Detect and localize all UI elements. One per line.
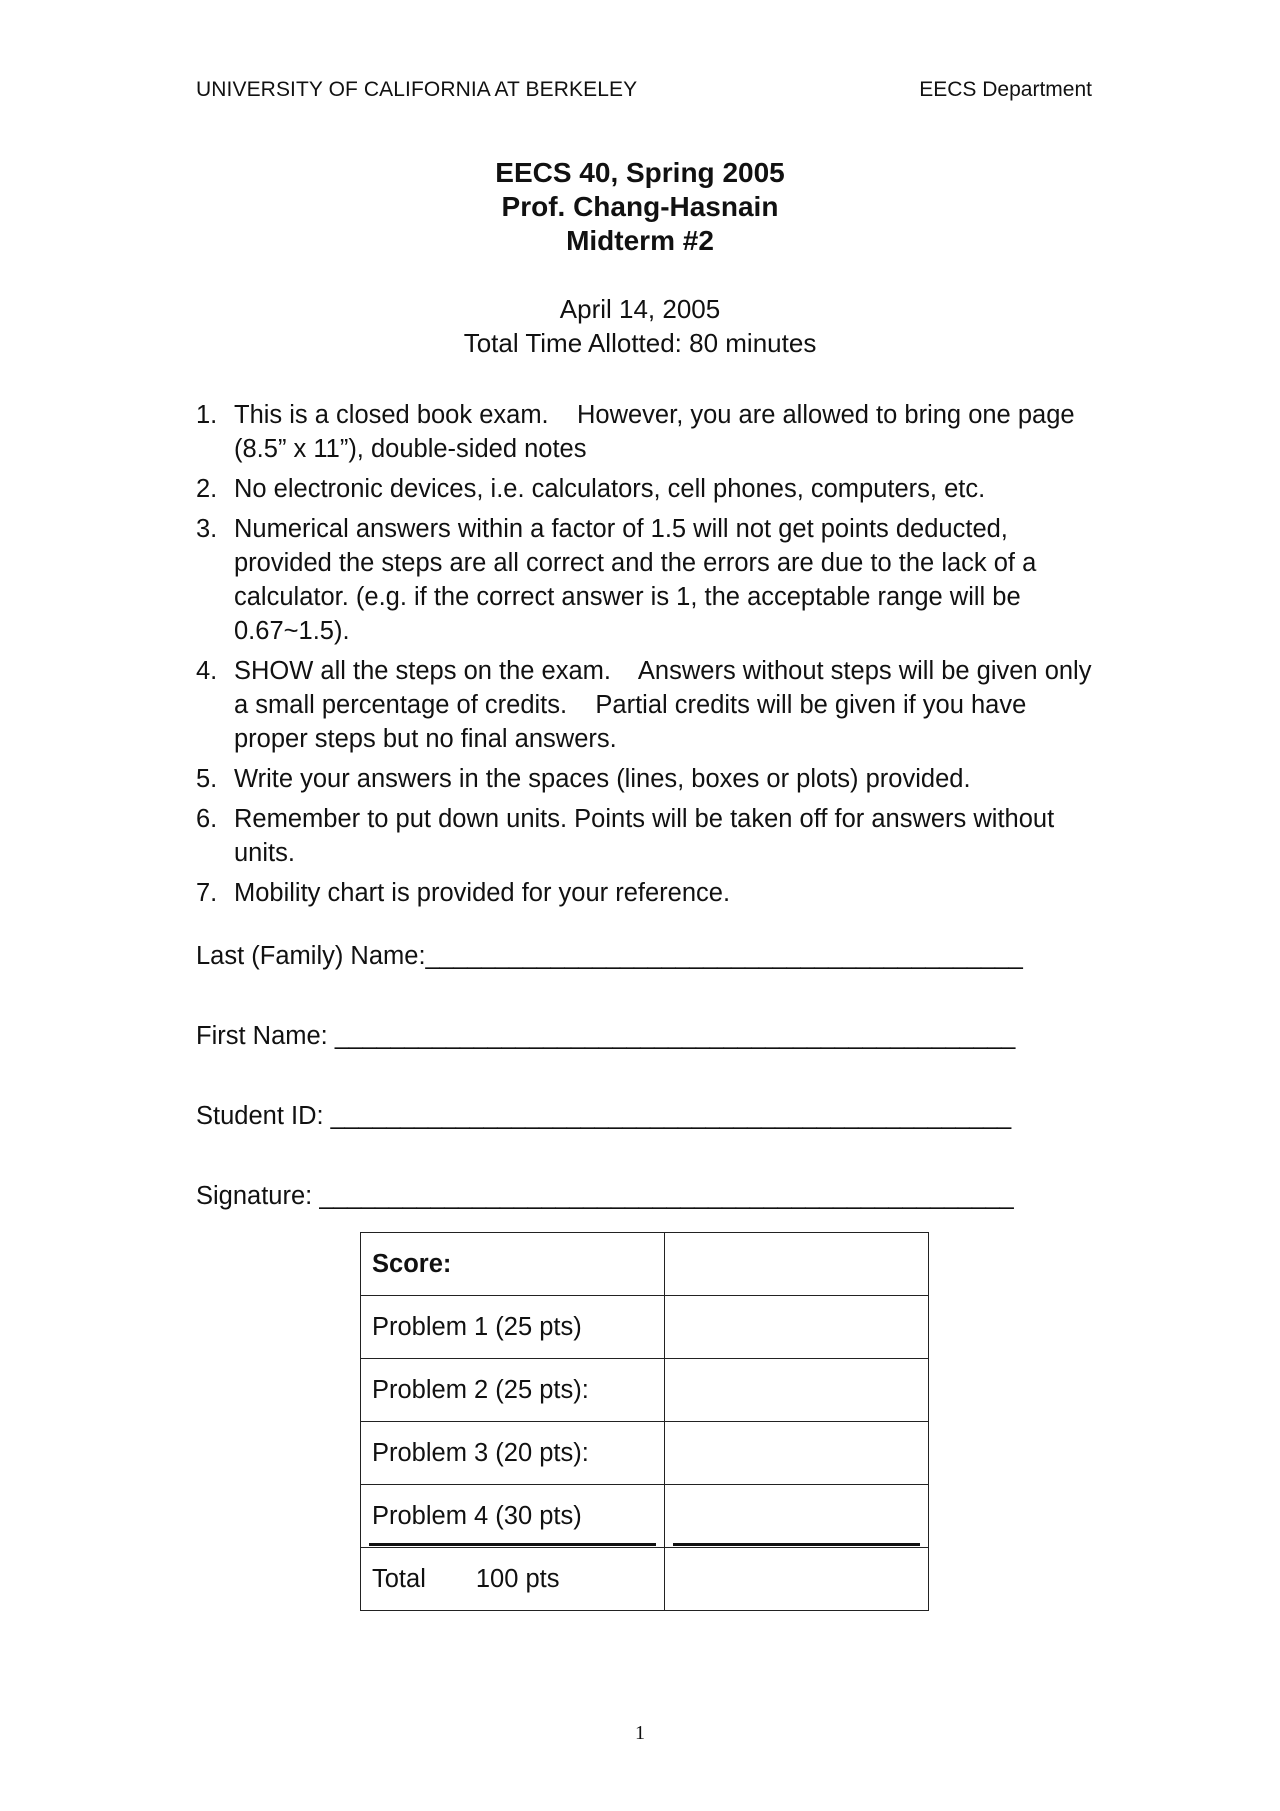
instruction-text: Remember to put down units. Points will be taken off for answers without units. <box>234 805 1062 867</box>
signature-field[interactable] <box>196 1182 1013 1211</box>
instruction-item <box>196 802 1096 870</box>
total-label: Total <box>372 1564 426 1593</box>
header-department: EECS Department <box>919 78 1092 101</box>
first-name-line[interactable]: _________________________________________________ <box>334 1022 1016 1050</box>
instruction-number: 1. <box>196 401 218 429</box>
exam-date: April 14, 2005 <box>559 294 721 324</box>
score-header-row <box>361 1233 929 1296</box>
total-rule-right <box>673 1543 920 1546</box>
problem-label: Problem 2 (25 pts): <box>361 1359 665 1422</box>
last-name-line[interactable]: ___________________________________________ <box>425 942 1023 970</box>
instruction-number: 7. <box>196 879 218 907</box>
instruction-item <box>196 654 1099 756</box>
score-table <box>360 1232 929 1611</box>
instruction-number: 2. <box>196 475 218 503</box>
signature-label: Signature: <box>196 1182 320 1210</box>
header-university: UNIVERSITY OF CALIFORNIA AT BERKELEY <box>196 78 638 101</box>
first-name-field[interactable] <box>196 1022 1015 1051</box>
title-block <box>0 156 1280 258</box>
problem-label: Problem 3 (20 pts): <box>361 1422 665 1485</box>
instruction-number: 6. <box>196 805 218 833</box>
instruction-number: 5. <box>196 765 218 793</box>
instruction-item <box>196 876 1096 910</box>
instruction-text: Write your answers in the spaces (lines, boxes or plots) provided. <box>234 765 971 793</box>
last-name-field[interactable] <box>196 942 1022 971</box>
student-id-field[interactable] <box>196 1102 1011 1131</box>
student-id-label: Student ID: <box>196 1102 331 1130</box>
signature-line[interactable]: __________________________________________________ <box>319 1182 1014 1210</box>
problem-label <box>361 1485 665 1548</box>
problem-score-cell[interactable] <box>665 1422 929 1485</box>
instruction-item <box>196 472 1096 506</box>
problem-score-cell[interactable] <box>665 1359 929 1422</box>
exam-name: Midterm #2 <box>566 225 714 256</box>
first-name-label: First Name: <box>196 1022 335 1050</box>
score-row <box>361 1296 929 1359</box>
instruction-number: 4. <box>196 657 218 685</box>
total-label-cell <box>361 1548 665 1611</box>
instruction-item <box>196 512 1096 648</box>
instruction-number: 3. <box>196 515 218 543</box>
last-name-label: Last (Family) Name: <box>196 942 426 970</box>
instruction-text: This is a closed book exam. However, you are allowed to bring one page (8.5” x 11”), double-sided notes <box>234 401 1082 463</box>
total-row <box>361 1548 929 1611</box>
page-number: 1 <box>635 1722 645 1744</box>
score-row <box>361 1485 929 1548</box>
problem-score-cell[interactable] <box>665 1296 929 1359</box>
total-points: 100 pts <box>475 1564 560 1593</box>
instruction-text: SHOW all the steps on the exam. Answers without steps will be given only a small percentage of credits. Partial credits will be given if you have proper steps but no final answers. <box>234 657 1099 753</box>
instruction-item <box>196 762 1096 796</box>
instructions-list <box>196 398 1099 916</box>
score-row <box>361 1359 929 1422</box>
problem-label-text: Problem 4 (30 pts) <box>372 1501 582 1530</box>
total-score-cell[interactable] <box>665 1548 929 1611</box>
instruction-item <box>196 398 1096 466</box>
time-allotted: Total Time Allotted: 80 minutes <box>463 328 817 358</box>
score-header-label: Score: <box>361 1233 665 1296</box>
instruction-text: Numerical answers within a factor of 1.5 will not get points deducted, provided the steps are all correct and the errors are due to the lack of a calculator. (e.g. if the correct answer is 1, the acceptable range will be 0.67~1.5). <box>234 515 1044 645</box>
instruction-text: No electronic devices, i.e. calculators, cell phones, computers, etc. <box>234 475 986 503</box>
professor-name: Prof. Chang-Hasnain <box>501 191 779 222</box>
score-header-cell <box>665 1233 929 1296</box>
score-row <box>361 1422 929 1485</box>
problem-score-cell[interactable] <box>665 1485 929 1548</box>
date-block <box>0 292 1280 360</box>
student-id-line[interactable]: _________________________________________________ <box>330 1102 1011 1130</box>
course-title: EECS 40, Spring 2005 <box>495 157 785 188</box>
instruction-text: Mobility chart is provided for your reference. <box>234 879 731 907</box>
total-rule-left <box>369 1543 656 1546</box>
problem-label: Problem 1 (25 pts) <box>361 1296 665 1359</box>
